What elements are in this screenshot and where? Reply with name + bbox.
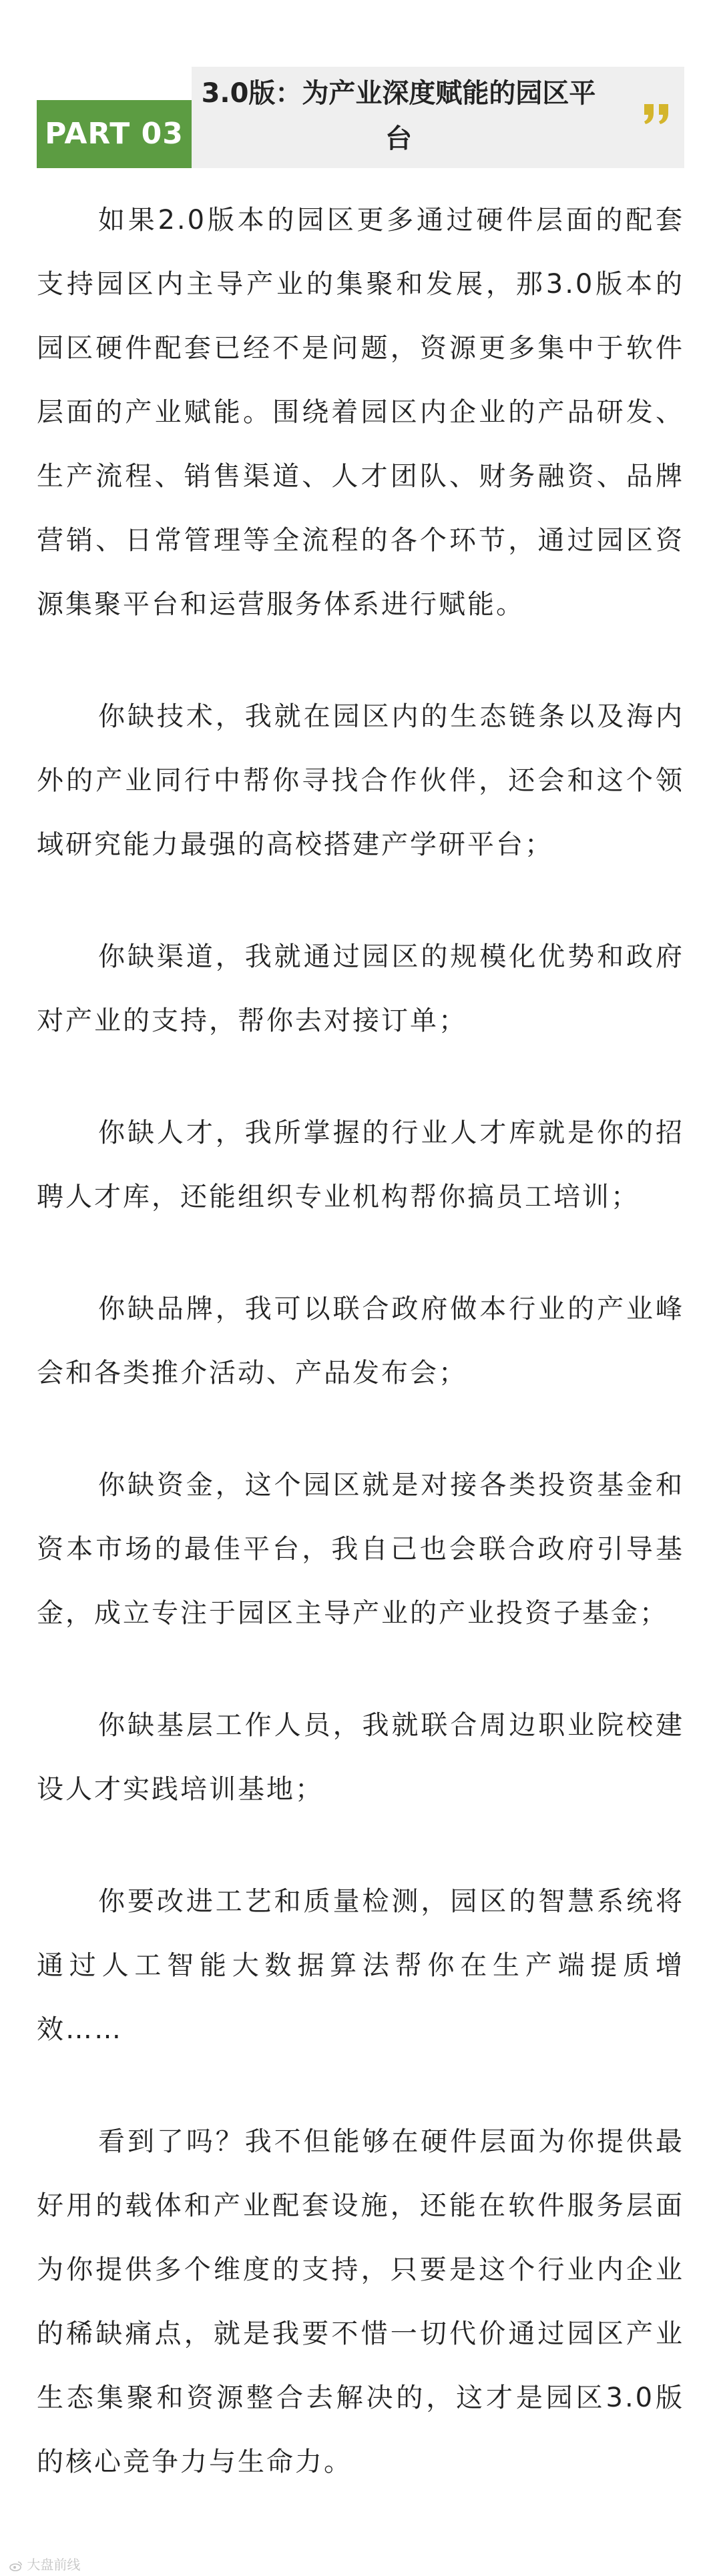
closing-quote-icon [642,100,672,127]
paragraph: 你缺技术，我就在园区内的生态链条以及海内外的产业同行中帮你寻找合作伙伴，还会和这个领域研究能力最强的高校搭建产学研平台； [37,701,684,860]
paragraph: 如果2.0版本的园区更多通过硬件层面的配套支持园区内主导产业的集聚和发展，那3.0版本的园区硬件配套已经不是问题，资源更多集中于软件层面的产业赋能。围绕着园区内企业的产品研发、生产流程、销售渠道、人才团队、财务融资、品牌营销、日常管理等全流程的各个环节，通过园区资源集聚平台和运营服务体系进行赋能。 [37,205,684,620]
paragraph: 你缺资金，这个园区就是对接各类投资基金和资本市场的最佳平台，我自己也会联合政府引导基金，成立专注于园区主导产业的产业投资子基金； [37,1470,684,1629]
paragraph: 看到了吗？我不但能够在硬件层面为你提供最好用的载体和产业配套设施，还能在软件服务层面为你提供多个维度的支持，只要是这个行业内企业的稀缺痛点，就是我要不惜一切代价通过园区产业生态集聚和资源整合去解决的，这才是园区3.0版的核心竞争力与生命力。 [37,2126,684,2477]
watermark [9,2557,80,2573]
weibo-logo-icon [9,2561,23,2571]
paragraph: 你要改进工艺和质量检测，园区的智慧系统将通过人工智能大数据算法帮你在生产端提质增效…… [37,1886,684,2045]
paragraph: 你缺基层工作人员，我就联合周边职业院校建设人才实践培训基地； [37,1710,684,1805]
paragraph: 你缺人才，我所掌握的行业人才库就是你的招聘人才库，还能组织专业机构帮你搞员工培训； [37,1118,684,1212]
article-body [37,188,684,2542]
section-header [37,67,684,168]
part-badge: PART 03 [37,100,192,168]
paragraph: 你缺品牌，我可以联合政府做本行业的产业峰会和各类推介活动、产品发布会； [37,1294,684,1388]
paragraph: 你缺渠道，我就通过园区的规模化优势和政府对产业的支持，帮你去对接订单； [37,941,684,1036]
section-title: 3.0版：为产业深度赋能的园区平台 [201,78,596,154]
watermark-text: 大盘前线 [27,2557,81,2573]
